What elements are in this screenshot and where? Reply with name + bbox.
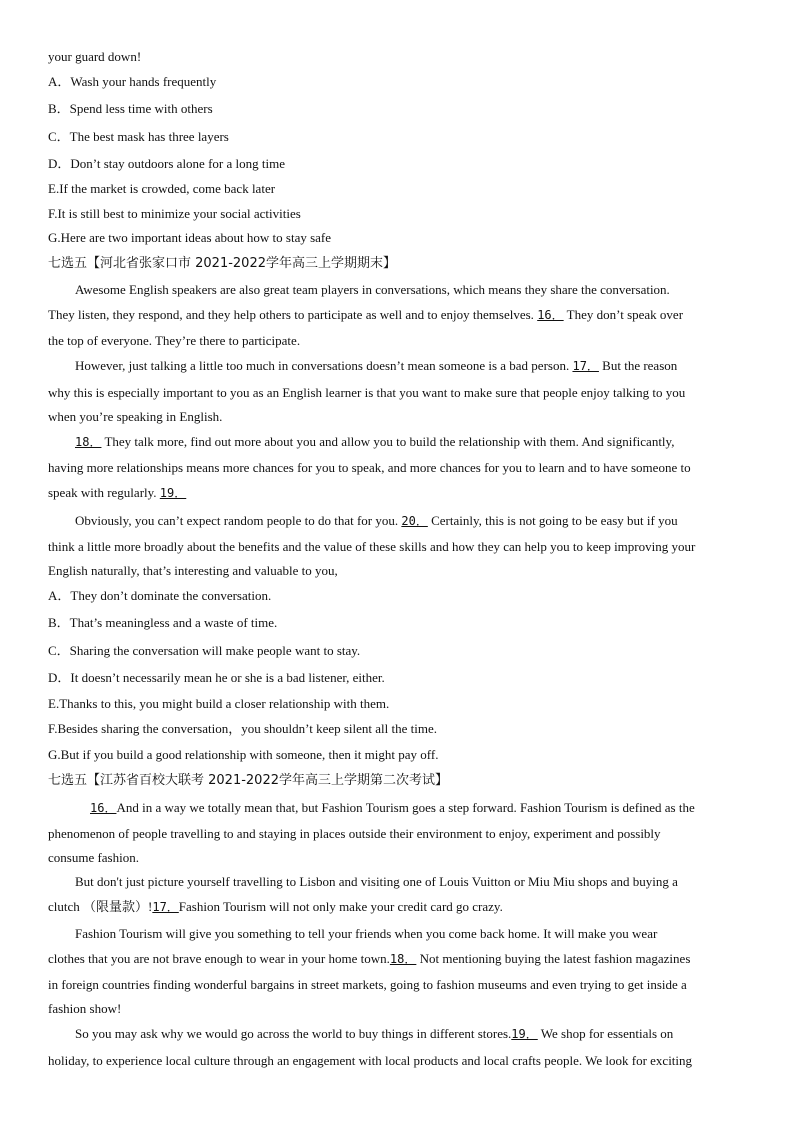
text-span: holiday, to experience local culture through an engagement with local products and local crafts people. We look for exciting <box>48 1053 693 1068</box>
text-span: phenomenon of people travelling to and staying in places outside their environment to enjoy, experiment and possibly <box>48 826 661 841</box>
text-span: But don't just picture yourself travelling to Lisbon and visiting one of Louis Vuitton or Miu Miu shops and buying a <box>75 874 678 889</box>
text-span: And in a way we totally mean that, but Fashion Tourism goes a step forward. Fashion Tourism is defined as the <box>116 800 695 815</box>
text-span: 七选五【河北省张家口市 2021-2022学年高三上学期期末】 <box>48 256 396 271</box>
text-span: A．They don’t dominate the conversation. <box>48 588 272 603</box>
text-span: Awesome English speakers are also great team players in conversations, which means they share the conversation. <box>75 282 670 297</box>
text-span: E.If the market is crowded, come back later <box>48 181 276 196</box>
text-line <box>48 1053 692 1069</box>
text-line <box>48 206 301 222</box>
answer-blank: 17． <box>572 359 599 373</box>
text-line <box>48 307 683 323</box>
text-span: in foreign countries finding wonderful bargains in street markets, going to fashion museums and even trying to get inside a <box>48 977 687 992</box>
text-span: However, just talking a little too much in conversations doesn’t mean someone is a bad person. <box>75 358 573 373</box>
text-line <box>48 899 503 915</box>
answer-blank: 19． <box>159 486 187 500</box>
text-span: Fashion Tourism will give you something to tell your friends when you come back home. It will make you wear <box>75 926 658 941</box>
text-span: why this is especially important to you as an English learner is that you want to make sure that people enjoy talking to you <box>48 385 686 400</box>
text-span: F.It is still best to minimize your social activities <box>48 206 301 221</box>
answer-blank: 20． <box>401 514 428 528</box>
text-line <box>48 156 285 172</box>
text-line <box>48 539 695 555</box>
text-span: the top of everyone. They’re there to participate. <box>48 333 301 348</box>
text-line <box>48 643 360 659</box>
text-span: speak with regularly. <box>48 485 160 500</box>
text-span: They don’t speak over <box>563 307 684 322</box>
text-span: G.Here are two important ideas about how to stay safe <box>48 230 332 245</box>
text-line <box>48 230 331 246</box>
text-span: Fashion Tourism will not only make your credit card go crazy. <box>178 899 503 914</box>
text-span: We shop for essentials on <box>537 1026 674 1041</box>
text-line <box>48 1001 121 1017</box>
text-line <box>48 129 229 145</box>
answer-blank: 19． <box>511 1027 538 1041</box>
text-span: They listen, they respond, and they help others to participate as well and to enjoy themselves. <box>48 307 538 322</box>
text-span: E.Thanks to this, you might build a closer relationship with them. <box>48 696 390 711</box>
text-line <box>48 101 213 117</box>
text-span: English naturally, that’s interesting and valuable to you, <box>48 563 338 578</box>
text-span: But the reason <box>598 358 678 373</box>
answer-blank: 18． <box>389 952 417 966</box>
answer-blank: 16． <box>90 801 117 815</box>
answer-blank: 18． <box>75 435 102 449</box>
text-line <box>48 49 141 65</box>
answer-blank: 17． <box>152 900 179 914</box>
text-span: They talk more, find out more about you and allow you to build the relationship with them. And significantly, <box>101 434 675 449</box>
text-line <box>48 951 690 967</box>
text-line <box>75 874 678 890</box>
text-line <box>75 926 657 942</box>
section-heading <box>48 773 448 789</box>
text-line <box>48 181 275 197</box>
text-line <box>48 696 389 712</box>
text-span: think a little more broadly about the benefits and the value of these skills and how they can help you to keep improving your <box>48 539 696 554</box>
text-span: consume fashion. <box>48 850 139 865</box>
text-line <box>48 747 438 763</box>
text-span: having more relationships means more chances for you to speak, and more chances for you to learn and to have someone to <box>48 460 691 475</box>
text-line <box>48 588 271 604</box>
text-span: clutch （限量款）! <box>48 899 153 914</box>
answer-blank: 16． <box>537 308 564 322</box>
text-line <box>48 485 186 501</box>
text-span: A．Wash your hands frequently <box>48 74 217 89</box>
text-span: clothes that you are not brave enough to wear in your home town. <box>48 951 390 966</box>
text-span: your guard down! <box>48 49 142 64</box>
text-line <box>48 409 222 425</box>
text-line <box>48 460 691 476</box>
text-span: when you’re speaking in English. <box>48 409 223 424</box>
text-span: Certainly, this is not going to be easy but if you <box>427 513 678 528</box>
text-span: fashion show! <box>48 1001 122 1016</box>
text-line <box>48 74 216 90</box>
text-span: C．Sharing the conversation will make people want to stay. <box>48 643 361 658</box>
text-line <box>48 826 661 842</box>
text-span: D．Don’t stay outdoors alone for a long time <box>48 156 285 171</box>
text-line <box>48 615 277 631</box>
text-span: F.Besides sharing the conversation，you shouldn’t keep silent all the time. <box>48 721 438 736</box>
text-span: C．The best mask has three layers <box>48 129 229 144</box>
text-span: Not mentioning buying the latest fashion magazines <box>416 951 691 966</box>
text-line <box>48 721 437 737</box>
text-line <box>48 333 300 349</box>
text-line <box>75 434 674 450</box>
text-line <box>48 977 687 993</box>
text-line <box>75 282 670 298</box>
section-heading <box>48 256 396 272</box>
text-line <box>75 1026 673 1042</box>
text-line <box>90 800 695 816</box>
text-line <box>75 513 678 529</box>
text-line <box>48 385 685 401</box>
text-span: 七选五【江苏省百校大联考 2021-2022学年高三上学期第二次考试】 <box>48 773 448 788</box>
text-span: Obviously, you can’t expect random people to do that for you. <box>75 513 402 528</box>
text-span: B．That’s meaningless and a waste of time. <box>48 615 278 630</box>
text-line <box>48 670 385 686</box>
text-line <box>48 850 139 866</box>
text-span: G.But if you build a good relationship with someone, then it might pay off. <box>48 747 439 762</box>
text-span: B．Spend less time with others <box>48 101 213 116</box>
text-span: D．It doesn’t necessarily mean he or she is a bad listener, either. <box>48 670 385 685</box>
text-line <box>75 358 677 374</box>
text-line <box>48 563 338 579</box>
text-span: So you may ask why we would go across the world to buy things in different stores. <box>75 1026 512 1041</box>
